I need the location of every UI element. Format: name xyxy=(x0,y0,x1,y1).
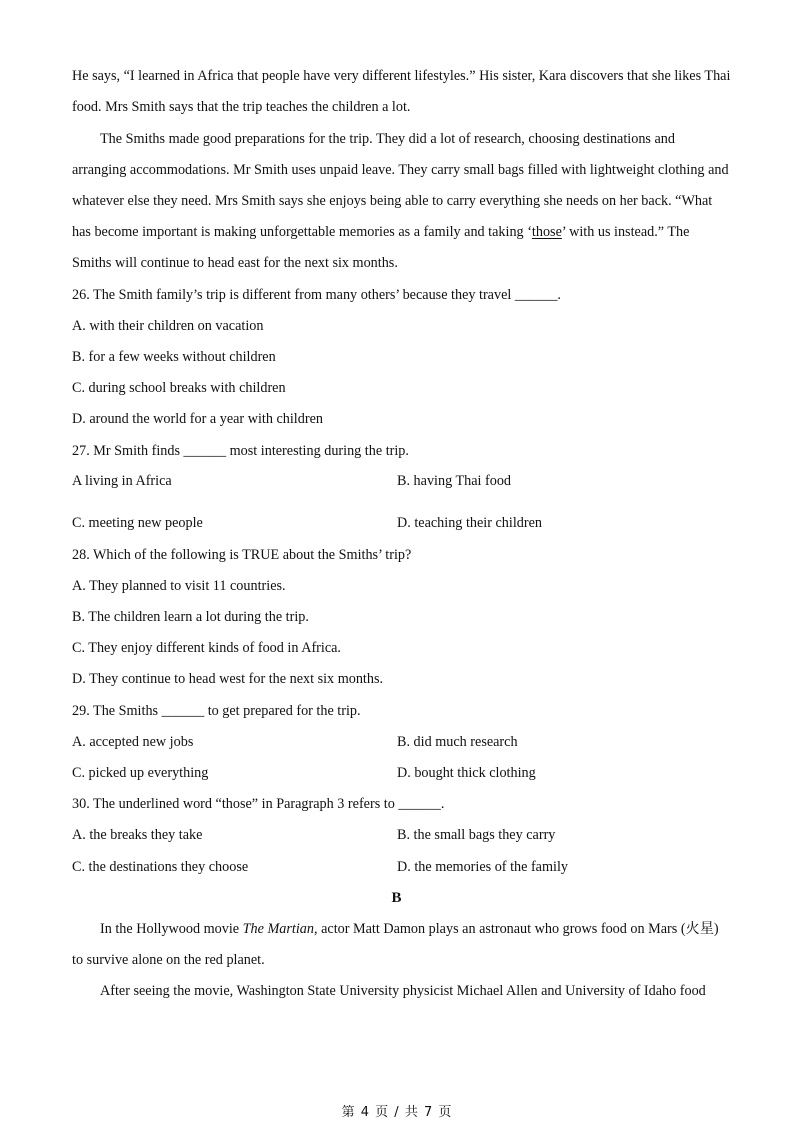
answer-option: A. with their children on vacation xyxy=(72,318,264,334)
answer-option: A living in Africa xyxy=(72,473,172,489)
answer-option: D. They continue to head west for the next six months. xyxy=(72,671,384,687)
passage-b-p1-line1 xyxy=(100,920,719,938)
text-segment: has become important is making unforgettable memories as a family and taking ‘ xyxy=(72,224,532,240)
answer-option: C. during school breaks with children xyxy=(72,380,286,396)
text-segment: , actor Matt Damon plays an astronaut who grows food on Mars (火星) xyxy=(314,921,719,937)
answer-option: B. The children learn a lot during the trip. xyxy=(72,609,309,625)
question-stem: 28. Which of the following is TRUE about the Smiths’ trip? xyxy=(72,547,412,563)
footer-page-number: 4 xyxy=(360,1105,369,1120)
passage-b-p2-line1: After seeing the movie, Washington State University physicist Michael Allen and University of Idaho food xyxy=(100,983,706,999)
passage-a-p3-line5: Smiths will continue to head east for the next six months. xyxy=(72,255,398,271)
question-stem: 26. The Smith family’s trip is different from many others’ because they travel ______. xyxy=(72,287,561,303)
answer-option: C. meeting new people xyxy=(72,515,203,531)
passage-a-p3-line4 xyxy=(72,223,689,241)
answer-option: B. having Thai food xyxy=(397,473,512,489)
answer-option: C. picked up everything xyxy=(72,765,209,781)
answer-option: D. the memories of the family xyxy=(397,859,568,875)
answer-option: B. did much research xyxy=(397,734,518,750)
answer-option: B. the small bags they carry xyxy=(397,827,556,843)
answer-option: C. the destinations they choose xyxy=(72,859,249,875)
footer-prefix: 第 xyxy=(341,1105,355,1120)
passage-a-p3-line3: whatever else they need. Mrs Smith says she enjoys being able to carry everything she needs on her back. “What xyxy=(72,193,713,209)
footer-total-pages: 7 xyxy=(423,1105,433,1120)
section-heading: B xyxy=(391,890,402,906)
passage-a-p3-line1: The Smiths made good preparations for the trip. They did a lot of research, choosing destinations and xyxy=(100,131,675,147)
movie-title: The Martian xyxy=(242,921,314,937)
question-stem: 29. The Smiths ______ to get prepared for the trip. xyxy=(72,703,361,719)
passage-a-p2-line1: He says, “I learned in Africa that people have very different lifestyles.” His sister, Kara discovers that she likes Thai xyxy=(72,68,731,84)
answer-option: D. teaching their children xyxy=(397,515,542,531)
answer-option: A. the breaks they take xyxy=(72,827,203,843)
passage-a-p2-line2: food. Mrs Smith says that the trip teaches the children a lot. xyxy=(72,99,411,115)
footer-total-unit: 页 xyxy=(438,1105,452,1120)
text-segment: In the Hollywood movie xyxy=(100,921,243,937)
underlined-word-those: those xyxy=(531,224,562,240)
passage-a-p3-line2: arranging accommodations. Mr Smith uses unpaid leave. They carry small bags filled with lightweight clothing and xyxy=(72,162,729,178)
text-segment: ’ with us instead.” The xyxy=(561,224,690,240)
answer-option: A. They planned to visit 11 countries. xyxy=(72,578,286,594)
page-footer xyxy=(0,1104,793,1122)
answer-option: D. around the world for a year with children xyxy=(72,411,323,427)
answer-option: D. bought thick clothing xyxy=(397,765,536,781)
answer-option: C. They enjoy different kinds of food in Africa. xyxy=(72,640,341,656)
question-stem: 27. Mr Smith finds ______ most interesting during the trip. xyxy=(72,443,409,459)
answer-option: A. accepted new jobs xyxy=(72,734,194,750)
answer-option: B. for a few weeks without children xyxy=(72,349,276,365)
footer-total-prefix: 共 xyxy=(404,1105,418,1120)
question-stem: 30. The underlined word “those” in Paragraph 3 refers to ______. xyxy=(72,796,445,812)
passage-b-p1-line2: to survive alone on the red planet. xyxy=(72,952,265,968)
footer-unit: 页 xyxy=(375,1105,389,1120)
footer-separator: / xyxy=(394,1105,399,1120)
